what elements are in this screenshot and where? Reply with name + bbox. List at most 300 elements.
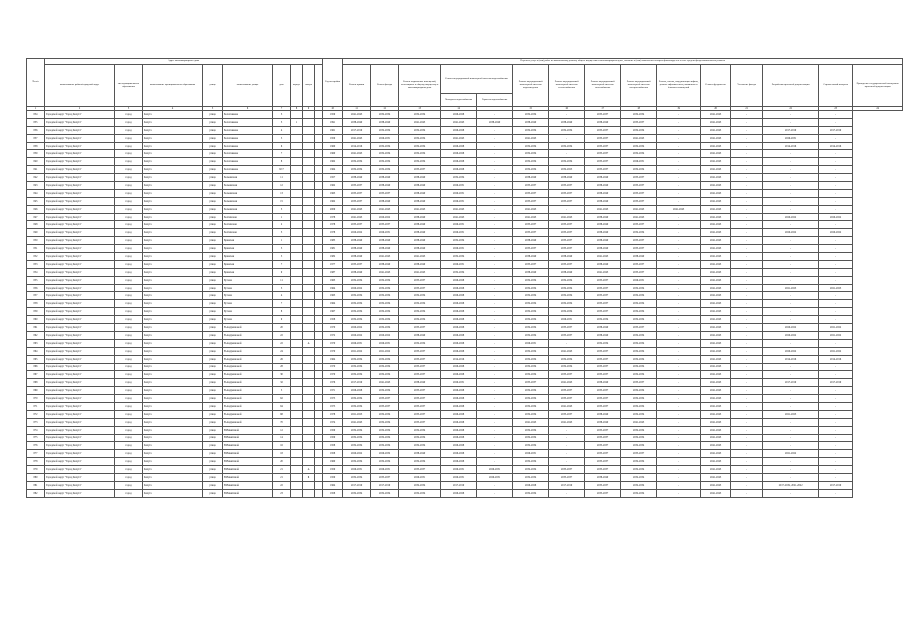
col-header-house: дом	[273, 65, 291, 107]
table-cell: -	[477, 331, 513, 339]
table-cell: 1978	[323, 410, 343, 418]
table-row	[27, 458, 903, 466]
table-cell: 2032-2034	[441, 174, 477, 182]
table-cell: 2041-2043	[701, 410, 731, 418]
table-cell: -	[763, 473, 819, 481]
table-cell: 1963	[323, 276, 343, 284]
table-cell: -	[477, 434, 513, 442]
table-cell: 2032-2034	[585, 316, 621, 324]
table-cell	[291, 126, 303, 134]
table-cell: 2009	[323, 205, 343, 213]
table-cell: -	[477, 268, 513, 276]
table-cell: Калуга	[143, 371, 203, 379]
table-cell: 859	[27, 308, 45, 316]
table-cell: 2020-2022	[371, 213, 399, 221]
table-cell: 2035-2037	[585, 434, 621, 442]
table-cell: Калуга	[143, 466, 203, 474]
table-cell: 2041-2043	[399, 118, 441, 126]
table-cell: Городской округ "Город Калуга"	[45, 466, 115, 474]
table-cell: 28	[273, 363, 291, 371]
table-cell: 2032-2034	[399, 442, 441, 450]
table-cell: В.Никитиной	[223, 466, 273, 474]
table-cell	[303, 300, 315, 308]
table-cell: -	[819, 371, 853, 379]
table-cell: 845	[27, 197, 45, 205]
table-cell	[291, 402, 303, 410]
table-cell: улица	[203, 331, 223, 339]
table-cell: город	[115, 355, 143, 363]
table-cell	[315, 434, 323, 442]
table-cell: Городской округ "Город Калуга"	[45, 481, 115, 489]
table-cell: Городской округ "Город Калуга"	[45, 182, 115, 190]
table-cell: В.Никитиной	[223, 450, 273, 458]
table-cell	[303, 324, 315, 332]
table-cell: улица	[203, 371, 223, 379]
table-cell: 8	[273, 158, 291, 166]
col-header-water: Ремонт внутридомовой инженерной системы водоснабжения	[441, 65, 513, 94]
table-cell: 2035-2037	[585, 284, 621, 292]
column-number: 11	[343, 107, 371, 111]
table-cell: -	[657, 268, 701, 276]
table-cell: 851	[27, 245, 45, 253]
table-cell: 2026-2028	[441, 434, 477, 442]
table-cell: 2017-2019	[371, 481, 399, 489]
table-cell: 2032-2034	[549, 292, 585, 300]
table-cell: 2035-2037	[549, 410, 585, 418]
table-cell: улица	[203, 166, 223, 174]
table-cell	[315, 189, 323, 197]
table-cell: 2041-2043	[701, 489, 731, 497]
column-number: 5	[203, 107, 223, 111]
table-cell: 2041-2043	[701, 245, 731, 253]
table-cell: 2026-2028	[441, 292, 477, 300]
table-row	[27, 355, 903, 363]
column-number: 17	[585, 107, 621, 111]
column-number: 9	[303, 107, 315, 111]
table-cell: 2032-2034	[513, 458, 549, 466]
table-cell: 2035-2037	[343, 260, 371, 268]
table-cell: 2035-2037	[399, 363, 441, 371]
table-cell: улица	[203, 395, 223, 403]
table-cell: 1970	[323, 339, 343, 347]
table-cell	[315, 387, 323, 395]
table-cell: Болотникова	[223, 111, 273, 119]
col-header-blank	[315, 65, 323, 107]
table-cell: 2041-2043	[343, 418, 371, 426]
table-cell: 1964	[323, 300, 343, 308]
table-cell: город	[115, 450, 143, 458]
col-header-heat: Ремонт внутридомовой инженерной системы теплоснабжения	[549, 65, 585, 107]
table-cell: 2041-2043	[371, 379, 399, 387]
table-cell: 2038-2040	[371, 237, 399, 245]
table-cell: 14	[273, 434, 291, 442]
table-cell: Брянская	[223, 260, 273, 268]
table-cell: 2020-2022	[763, 347, 819, 355]
table-cell: Калуга	[143, 205, 203, 213]
table-cell: 2026-2028	[441, 418, 477, 426]
table-cell: Калуга	[143, 339, 203, 347]
table-cell: 2014-2016	[819, 355, 853, 363]
table-cell: 874	[27, 426, 45, 434]
table-cell: 2035-2037	[585, 466, 621, 474]
table-cell: 1	[273, 213, 291, 221]
table-cell: -	[477, 402, 513, 410]
table-cell: -	[477, 245, 513, 253]
table-cell: -	[657, 473, 701, 481]
table-cell: -	[731, 253, 763, 261]
table-cell: -	[731, 410, 763, 418]
table-cell: 5	[273, 253, 291, 261]
table-cell: 2026-2028	[441, 276, 477, 284]
table-cell: -	[763, 150, 819, 158]
table-cell	[303, 268, 315, 276]
table-cell: город	[115, 458, 143, 466]
table-cell: Городской округ "Город Калуга"	[45, 347, 115, 355]
table-cell: -	[549, 442, 585, 450]
table-cell: 2032-2034	[513, 292, 549, 300]
table-cell: -	[477, 142, 513, 150]
table-cell: 2035-2037	[371, 221, 399, 229]
table-cell: 2032-2034	[513, 387, 549, 395]
table-cell: -	[819, 134, 853, 142]
table-row	[27, 473, 903, 481]
table-cell: 2035-2037	[621, 379, 657, 387]
table-cell	[291, 379, 303, 387]
table-cell: -	[731, 205, 763, 213]
table-row	[27, 197, 903, 205]
table-cell: 2026-2028	[441, 402, 477, 410]
table-cell: 2032-2034	[549, 363, 585, 371]
table-cell: Калуга	[143, 355, 203, 363]
table-cell: 2035-2037	[399, 355, 441, 363]
table-cell: Больничная	[223, 182, 273, 190]
table-cell: 2041-2043	[621, 418, 657, 426]
table-cell: -	[819, 458, 853, 466]
table-cell: 2035-2037	[513, 197, 549, 205]
col-header-insulation: Утепление фасада	[731, 65, 763, 107]
table-cell: город	[115, 158, 143, 166]
table-cell: 2038-2040	[343, 268, 371, 276]
table-cell: Болтинская	[223, 229, 273, 237]
table-cell: 2035-2037	[513, 229, 549, 237]
table-cell: -	[657, 213, 701, 221]
table-cell: -	[657, 324, 701, 332]
table-cell: 2041-2043	[343, 150, 371, 158]
table-cell	[315, 442, 323, 450]
table-cell: -	[657, 442, 701, 450]
table-cell: 2035-2037	[549, 473, 585, 481]
table-cell: 26	[273, 355, 291, 363]
table-cell: -	[731, 276, 763, 284]
table-cell: Калуга	[143, 418, 203, 426]
table-row	[27, 253, 903, 261]
table-cell	[291, 316, 303, 324]
table-cell: 864	[27, 347, 45, 355]
table-cell: 2017-2019	[343, 379, 371, 387]
table-cell: -	[731, 268, 763, 276]
table-cell: -	[657, 260, 701, 268]
table-cell: -	[731, 426, 763, 434]
table-cell: 2035-2037	[585, 292, 621, 300]
table-cell: -	[657, 276, 701, 284]
table-cell: Калуга	[143, 434, 203, 442]
table-cell: 2026-2028	[441, 308, 477, 316]
table-cell: 1959	[323, 466, 343, 474]
table-cell: 2032-2034	[549, 300, 585, 308]
table-cell	[303, 489, 315, 497]
table-cell: Калуга	[143, 213, 203, 221]
table-cell: 2038-2040	[585, 379, 621, 387]
table-cell: -	[731, 387, 763, 395]
table-cell: 2038-2040	[371, 197, 399, 205]
table-cell: 2032-2034	[399, 489, 441, 497]
table-cell: 2041-2043	[701, 213, 731, 221]
table-cell: 7	[273, 300, 291, 308]
table-cell: Городской округ "Город Калуга"	[45, 229, 115, 237]
table-cell: 1963	[323, 292, 343, 300]
table-cell: 2032-2034	[549, 355, 585, 363]
table-cell: 2038-2040	[399, 197, 441, 205]
table-cell: 2041-2043	[701, 126, 731, 134]
table-header	[27, 59, 903, 107]
table-cell: 2032-2034	[371, 142, 399, 150]
table-cell: В.Никитиной	[223, 489, 273, 497]
table-cell: Калуга	[143, 489, 203, 497]
table-cell: -	[731, 260, 763, 268]
table-row	[27, 339, 903, 347]
table-cell: 2038-2040	[371, 260, 399, 268]
table-row	[27, 466, 903, 474]
table-cell: 2029-2031	[441, 197, 477, 205]
table-cell: 2035-2037	[585, 402, 621, 410]
table-cell: город	[115, 481, 143, 489]
table-cell: 2035-2037	[585, 158, 621, 166]
table-cell: -	[657, 450, 701, 458]
table-cell	[315, 402, 323, 410]
table-cell: 2032-2034	[371, 363, 399, 371]
table-cell: -	[731, 458, 763, 466]
table-cell: -	[731, 150, 763, 158]
table-cell: 836	[27, 126, 45, 134]
table-cell: 2035-2037	[585, 395, 621, 403]
table-cell: улица	[203, 418, 223, 426]
table-row	[27, 308, 903, 316]
table-cell: 2035-2037	[371, 189, 399, 197]
table-cell: 877	[27, 450, 45, 458]
table-cell: -	[731, 347, 763, 355]
table-row	[27, 118, 903, 126]
table-cell: улица	[203, 182, 223, 190]
table-cell: Калуга	[143, 245, 203, 253]
table-cell: -	[763, 292, 819, 300]
table-cell	[303, 174, 315, 182]
table-cell: -	[731, 331, 763, 339]
table-cell: 2032-2034	[513, 284, 549, 292]
table-cell: улица	[203, 189, 223, 197]
table-cell: Городской округ "Город Калуга"	[45, 442, 115, 450]
table-cell: -	[477, 324, 513, 332]
table-cell: 2035-2037	[585, 300, 621, 308]
table-cell: 2021-2022	[819, 331, 853, 339]
table-cell: улица	[203, 292, 223, 300]
table-cell: 2026-2028	[441, 316, 477, 324]
table-cell	[291, 134, 303, 142]
table-cell: -	[763, 300, 819, 308]
table-cell: 2041-2043	[549, 418, 585, 426]
table-cell: 2032-2034	[371, 111, 399, 119]
table-cell: Больничная	[223, 189, 273, 197]
table-cell: улица	[203, 237, 223, 245]
table-cell: 2038-2040	[549, 253, 585, 261]
table-cell: 2032-2034	[513, 316, 549, 324]
table-row	[27, 150, 903, 158]
table-cell: 32	[273, 379, 291, 387]
table-cell: 2041-2043	[701, 197, 731, 205]
table-cell: 2041-2043	[701, 426, 731, 434]
table-cell: улица	[203, 284, 223, 292]
table-cell: В.Андриановой	[223, 371, 273, 379]
table-cell: 2041-2043	[701, 158, 731, 166]
table-cell: 2032-2034	[343, 292, 371, 300]
table-cell: 2032-2034	[513, 276, 549, 284]
table-cell: -	[477, 300, 513, 308]
table-cell: Калуга	[143, 260, 203, 268]
table-cell	[303, 134, 315, 142]
table-cell: 21	[273, 466, 291, 474]
table-cell	[315, 213, 323, 221]
table-cell: 7	[273, 260, 291, 268]
table-cell: 2041-2043	[701, 402, 731, 410]
table-cell	[315, 126, 323, 134]
table-cell: Калуга	[143, 473, 203, 481]
table-cell: улица	[203, 379, 223, 387]
table-cell: В.Андриановой	[223, 387, 273, 395]
table-cell	[291, 174, 303, 182]
table-cell: город	[115, 410, 143, 418]
table-cell: -	[819, 387, 853, 395]
table-row	[27, 450, 903, 458]
table-cell: 2035-2037	[549, 466, 585, 474]
table-cell: Городской округ "Город Калуга"	[45, 434, 115, 442]
table-cell: 2035-2037	[585, 134, 621, 142]
table-cell: 2032-2034	[513, 331, 549, 339]
table-cell: 2032-2034	[343, 426, 371, 434]
table-cell: 841	[27, 166, 45, 174]
table-cell: 2032-2034	[371, 126, 399, 134]
col-header-num: № п/п	[27, 59, 45, 107]
column-number: 6	[223, 107, 273, 111]
table-cell: 1959	[323, 134, 343, 142]
table-cell: -	[819, 268, 853, 276]
table-cell: 2032-2034	[513, 347, 549, 355]
table-cell: улица	[203, 347, 223, 355]
table-cell: -	[819, 189, 853, 197]
table-cell: 2032-2034	[371, 158, 399, 166]
table-cell: -	[731, 213, 763, 221]
table-cell: 2032-2034	[371, 387, 399, 395]
table-cell	[303, 418, 315, 426]
table-cell: 2038-2040	[585, 410, 621, 418]
table-row	[27, 347, 903, 355]
table-cell: 2035-2037	[549, 237, 585, 245]
table-cell: 2038-2040	[399, 174, 441, 182]
table-cell: 2017-2019	[763, 126, 819, 134]
table-cell: 1977	[323, 260, 343, 268]
table-cell: 2035-2037	[549, 221, 585, 229]
table-cell: 2041-2043	[701, 379, 731, 387]
table-cell	[315, 410, 323, 418]
table-cell: -	[477, 292, 513, 300]
table-cell: Городской округ "Город Калуга"	[45, 111, 115, 119]
table-cell: 2032-2034	[513, 150, 549, 158]
table-cell: 1978	[323, 221, 343, 229]
table-cell: Калуга	[143, 481, 203, 489]
table-cell	[291, 339, 303, 347]
table-cell: Калуга	[143, 111, 203, 119]
table-cell: 2032-2034	[621, 142, 657, 150]
table-cell: 2032-2034	[399, 134, 441, 142]
table-cell: 2035-2037	[621, 174, 657, 182]
table-cell: 2032-2034	[621, 426, 657, 434]
table-cell: 2041-2043	[701, 347, 731, 355]
table-cell: -	[477, 174, 513, 182]
table-cell: 843	[27, 182, 45, 190]
table-cell: 848	[27, 221, 45, 229]
table-cell	[291, 276, 303, 284]
table-cell: 2035-2037	[399, 402, 441, 410]
table-cell: 1959	[323, 473, 343, 481]
table-cell: Городской округ "Город Калуга"	[45, 395, 115, 403]
table-cell: -	[731, 395, 763, 403]
table-cell: Брянская	[223, 245, 273, 253]
table-cell: 2032-2034	[343, 158, 371, 166]
table-cell: город	[115, 324, 143, 332]
table-cell: -	[477, 442, 513, 450]
table-cell: Калуга	[143, 182, 203, 190]
table-cell: 2035-2037	[585, 450, 621, 458]
table-cell: -	[731, 292, 763, 300]
table-cell	[291, 111, 303, 119]
table-cell: 2032-2034	[371, 300, 399, 308]
address-group-header: Адрес многоквартирного дома	[45, 59, 323, 65]
table-cell: -	[763, 260, 819, 268]
table-cell: -	[731, 473, 763, 481]
table-cell: 2038-2040	[585, 118, 621, 126]
table-cell: 2032-2034	[371, 284, 399, 292]
table-cell	[315, 450, 323, 458]
table-cell	[315, 473, 323, 481]
table-cell: 2035-2037	[399, 166, 441, 174]
table-cell: -	[477, 221, 513, 229]
table-cell	[303, 379, 315, 387]
table-cell: -	[763, 253, 819, 261]
table-cell: Болотникова	[223, 118, 273, 126]
table-cell: 2041-2043	[701, 292, 731, 300]
table-cell: Калуга	[143, 363, 203, 371]
table-cell: 2035-2037	[399, 387, 441, 395]
table-cell: 2026-2028	[441, 158, 477, 166]
table-cell: 2035-2037	[549, 189, 585, 197]
table-cell: Калуга	[143, 347, 203, 355]
table-cell: 20	[273, 324, 291, 332]
table-cell: 2035-2037	[585, 166, 621, 174]
table-cell: -	[819, 418, 853, 426]
table-cell: улица	[203, 126, 223, 134]
table-cell: -	[763, 308, 819, 316]
table-cell: Калуга	[143, 174, 203, 182]
table-cell: 2032-2034	[343, 363, 371, 371]
table-cell: 2032-2034	[399, 434, 441, 442]
